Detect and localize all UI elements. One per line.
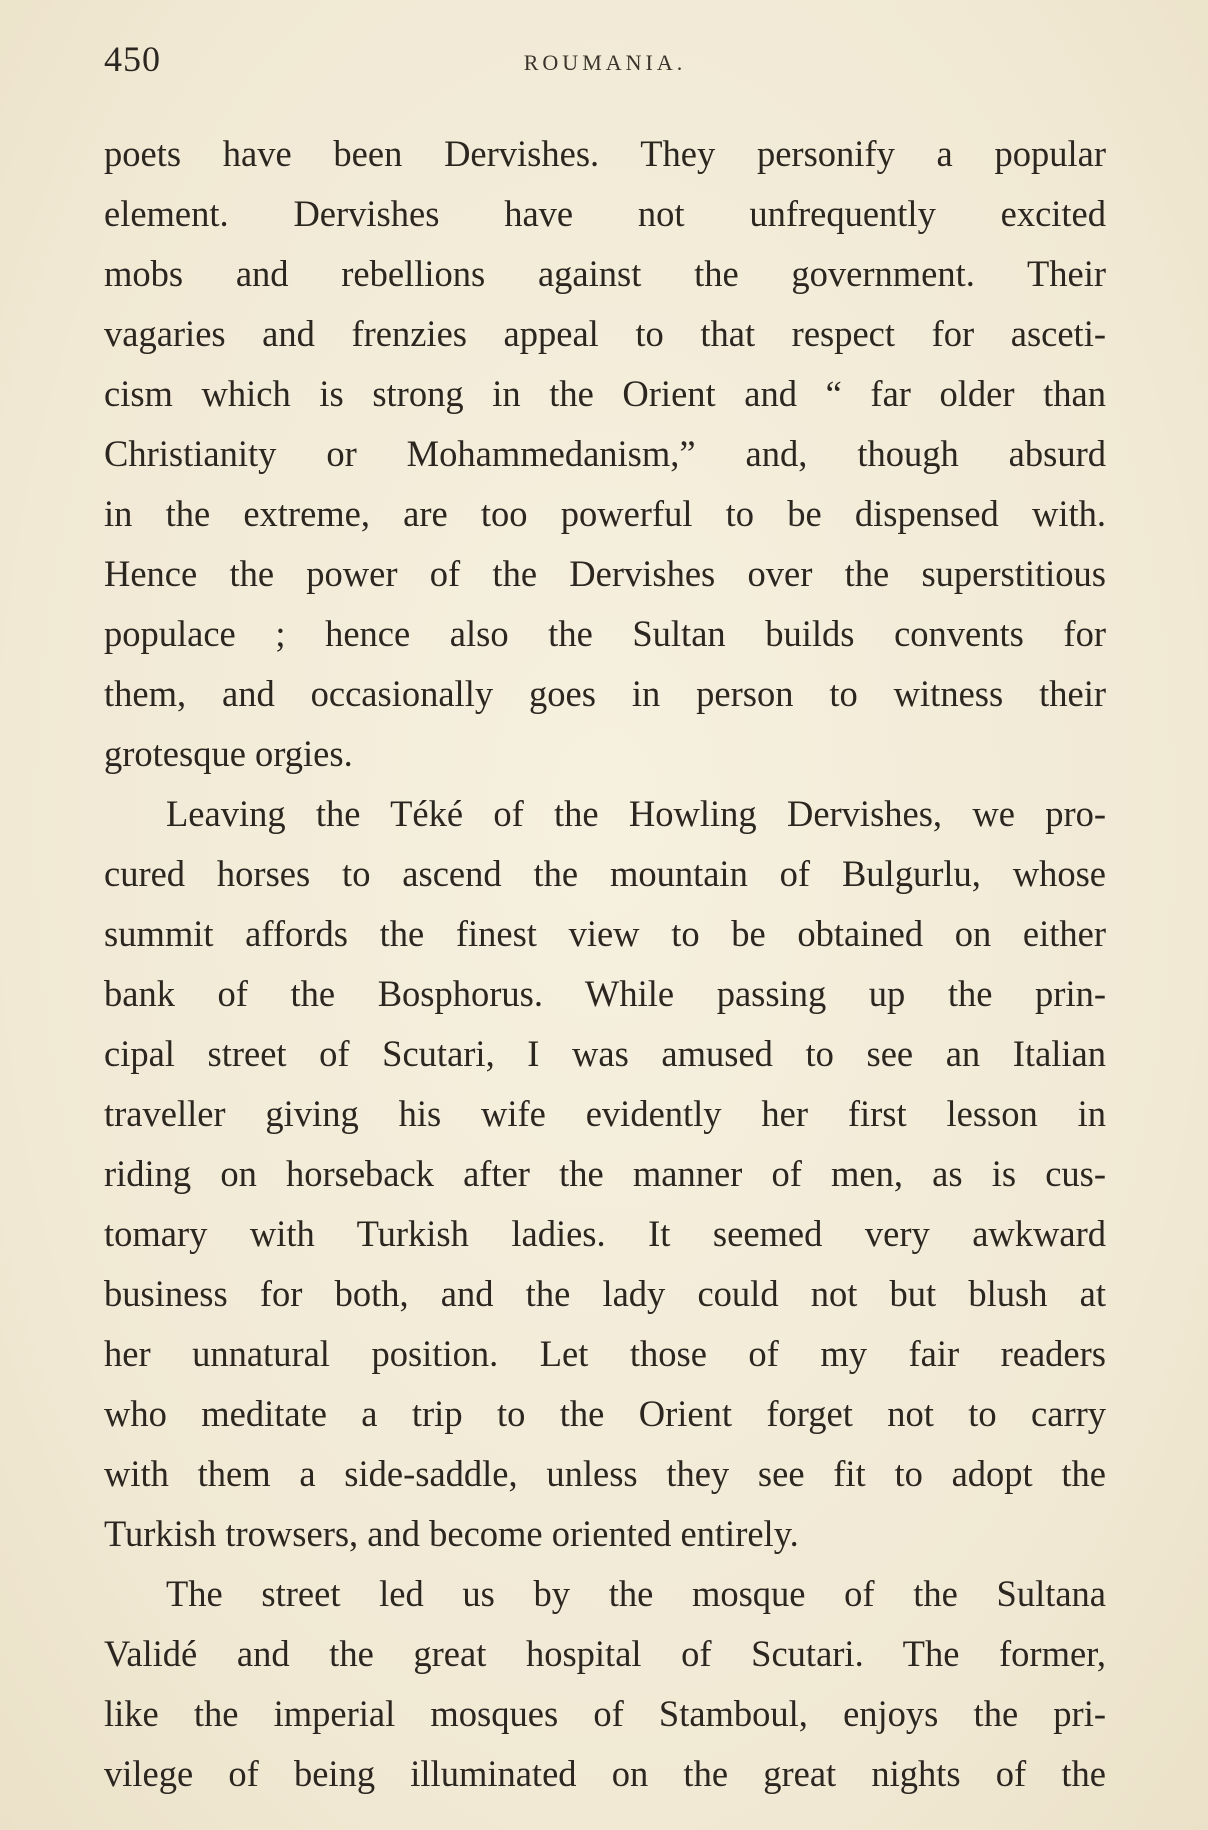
text-line: cured horses to ascend the mountain of Bulgurlu, whose (104, 853, 1106, 894)
text-line: riding on horseback after the manner of men, as is cus- (104, 1153, 1106, 1194)
paragraph (104, 1564, 1106, 1804)
page-number: 450 (104, 39, 161, 79)
text-line: tomary with Turkish ladies. It seemed very awkward (104, 1213, 1106, 1254)
text-line: Leaving the Téké of the Howling Dervishes, we pro- (166, 793, 1106, 834)
text-line: them, and occasionally goes in person to witness their (104, 673, 1106, 714)
text-line: vilege of being illuminated on the great nights of the (104, 1753, 1106, 1794)
text-line: Hence the power of the Dervishes over the superstitious (104, 553, 1106, 594)
text-line: mobs and rebellions against the government. Their (104, 253, 1106, 294)
text-line: poets have been Dervishes. They personify a popular (104, 133, 1106, 174)
text-line: like the imperial mosques of Stamboul, enjoys the pri- (104, 1693, 1106, 1734)
text-line: summit affords the finest view to be obtained on either (104, 913, 1106, 954)
text-line: cism which is strong in the Orient and “ far older than (104, 373, 1106, 414)
text-line: Turkish trowsers, and become oriented entirely. (104, 1513, 799, 1554)
paragraph (104, 784, 1106, 1564)
running-title: ROUMANIA. (523, 50, 687, 75)
paragraph (104, 124, 1106, 784)
text-line: her unnatural position. Let those of my fair readers (104, 1333, 1106, 1374)
body-text (104, 124, 1106, 1804)
text-line: in the extreme, are too powerful to be dispensed with. (104, 493, 1106, 534)
text-line: Validé and the great hospital of Scutari. The former, (104, 1633, 1106, 1674)
text-line: cipal street of Scutari, I was amused to see an Italian (104, 1033, 1106, 1074)
text-line: element. Dervishes have not unfrequently excited (104, 193, 1106, 234)
text-line: bank of the Bosphorus. While passing up the prin- (104, 973, 1106, 1014)
text-line: who meditate a trip to the Orient forget not to carry (104, 1393, 1106, 1434)
text-line: traveller giving his wife evidently her first lesson in (104, 1093, 1106, 1134)
text-line: business for both, and the lady could not but blush at (104, 1273, 1106, 1314)
text-line: vagaries and frenzies appeal to that respect for asceti- (104, 313, 1106, 354)
text-line: grotesque orgies. (104, 733, 353, 774)
text-line: with them a side-saddle, unless they see fit to adopt the (104, 1453, 1106, 1494)
running-head (104, 38, 1106, 88)
text-line: Christianity or Mohammedanism,” and, though absurd (104, 433, 1106, 474)
text-line: The street led us by the mosque of the Sultana (166, 1573, 1106, 1614)
text-line: populace ; hence also the Sultan builds convents for (104, 613, 1106, 654)
